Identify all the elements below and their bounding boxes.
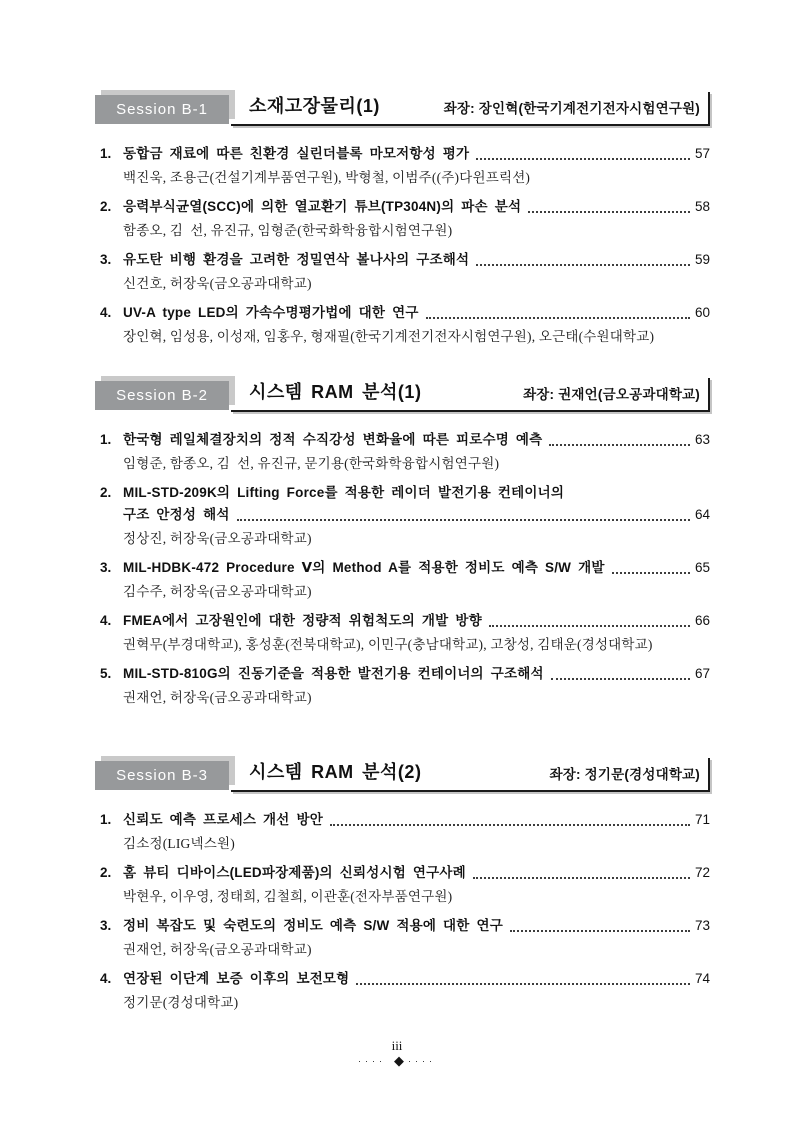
toc-item	[100, 968, 710, 1013]
session-header	[95, 758, 710, 792]
item-authors: 정기문(경성대학교)	[123, 995, 239, 1010]
session-title: 시스템 RAM 분석(2)	[249, 762, 422, 782]
session-items	[95, 429, 710, 708]
item-title: 홈 뷰티 디바이스(LED파장제품)의 신뢰성시험 연구사례	[123, 865, 466, 880]
item-title: 정비 복잡도 및 숙련도의 정비도 예측 S/W 적용에 대한 연구	[123, 918, 503, 933]
item-authors: 김수주, 허장욱(금오공과대학교)	[123, 584, 312, 599]
page-number: iii	[391, 1038, 403, 1053]
session-items	[95, 809, 710, 1013]
item-number: 3.	[100, 252, 112, 267]
toc-item	[100, 915, 710, 960]
item-page-number: 60	[694, 305, 710, 320]
item-page-number: 63	[694, 432, 710, 447]
item-title: 동합금 재료에 따른 친환경 실린더블록 마모저항성 평가	[123, 146, 470, 161]
item-page-number: 64	[694, 507, 710, 522]
item-title-line	[100, 862, 710, 884]
session-badge: Session B-3	[95, 761, 229, 790]
item-authors: 박현우, 이우영, 정태희, 김철희, 이관훈(전자부품연구원)	[123, 889, 453, 904]
item-number: 4.	[100, 971, 112, 986]
session-b1	[95, 92, 710, 347]
ornament-dots-right: ····	[408, 1056, 436, 1066]
item-title-line	[100, 610, 710, 632]
session-title: 소재고장물리(1)	[249, 96, 380, 116]
item-page-number: 66	[694, 613, 710, 628]
item-title-line	[100, 915, 710, 937]
item-title-line	[100, 302, 710, 324]
item-authors: 백진욱, 조용근(건설기계부품연구원), 박형철, 이범주((주)다윈프릭션)	[123, 170, 531, 185]
session-header-box	[231, 92, 710, 126]
footer-ornament	[0, 1055, 794, 1067]
item-page-number: 67	[694, 666, 710, 681]
item-title-line	[100, 504, 710, 526]
item-page-number: 59	[694, 252, 710, 267]
toc-item	[100, 302, 710, 347]
toc-item	[100, 862, 710, 907]
item-authors: 권재언, 허장욱(금오공과대학교)	[123, 690, 312, 705]
dotted-leader-icon	[356, 983, 690, 985]
session-chair: 좌장: 장인혁(한국기계전기전자시험연구원)	[443, 101, 700, 116]
item-authors: 임형준, 함종오, 김 선, 유진규, 문기용(한국화학융합시험연구원)	[123, 456, 500, 471]
item-title-line	[100, 196, 710, 218]
dotted-leader-icon	[330, 824, 690, 826]
session-b2	[95, 378, 710, 708]
session-chair: 좌장: 정기문(경성대학교)	[549, 767, 700, 782]
item-title-line	[100, 968, 710, 990]
item-authors: 권재언, 허장욱(금오공과대학교)	[123, 942, 312, 957]
item-title-line	[100, 482, 710, 504]
toc-item	[100, 196, 710, 241]
item-title: MIL-STD-209K의 Lifting Force를 적용한 레이더 발전기용 컨테이너의	[123, 485, 565, 500]
item-authors: 정상진, 허장욱(금오공과대학교)	[123, 531, 312, 546]
session-header-box	[231, 758, 710, 792]
item-number: 2.	[100, 199, 112, 214]
item-title: 한국형 레일체결장치의 정적 수직강성 변화율에 따른 피로수명 예측	[123, 432, 543, 447]
toc-item	[100, 809, 710, 854]
dotted-leader-icon	[237, 519, 690, 521]
dotted-leader-icon	[528, 211, 690, 213]
item-title-line	[100, 429, 710, 451]
item-number: 5.	[100, 666, 112, 681]
session-badge: Session B-1	[95, 95, 229, 124]
ornament-dots-left: ····	[358, 1056, 386, 1066]
dotted-leader-icon	[549, 444, 690, 446]
item-page-number: 57	[694, 146, 710, 161]
item-title-line	[100, 143, 710, 165]
item-number: 1.	[100, 432, 112, 447]
item-number: 3.	[100, 560, 112, 575]
item-title: 신뢰도 예측 프로세스 개선 방안	[123, 812, 323, 827]
session-items	[95, 143, 710, 347]
toc-item	[100, 482, 710, 549]
item-authors: 권혁무(부경대학교), 홍성훈(전북대학교), 이민구(충남대학교), 고창성, 김태운(경성대학교)	[123, 637, 653, 652]
item-title: 구조 안정성 해석	[123, 507, 230, 522]
dotted-leader-icon	[473, 877, 690, 879]
toc-item	[100, 557, 710, 602]
item-number: 1.	[100, 146, 112, 161]
session-header	[95, 378, 710, 412]
toc-item	[100, 610, 710, 655]
session-header-box	[231, 378, 710, 412]
toc-item	[100, 143, 710, 188]
item-title: UV-A type LED의 가속수명평가법에 대한 연구	[123, 305, 419, 320]
item-title-line	[100, 663, 710, 685]
item-title: MIL-STD-810G의 진동기준을 적용한 발전기용 컨테이너의 구조해석	[123, 666, 544, 681]
item-page-number: 58	[694, 199, 710, 214]
toc-item	[100, 429, 710, 474]
item-title-line	[100, 249, 710, 271]
item-title: MIL-HDBK-472 Procedure Ⅴ의 Method A를 적용한 정비도 예측 S/W 개발	[123, 560, 605, 575]
session-header	[95, 92, 710, 126]
item-title-line	[100, 557, 710, 579]
item-number: 3.	[100, 918, 112, 933]
item-number: 4.	[100, 305, 112, 320]
item-page-number: 73	[694, 918, 710, 933]
dotted-leader-icon	[426, 317, 690, 319]
item-number: 4.	[100, 613, 112, 628]
item-page-number: 72	[694, 865, 710, 880]
dotted-leader-icon	[489, 625, 690, 627]
toc-item	[100, 663, 710, 708]
session-title: 시스템 RAM 분석(1)	[249, 382, 422, 402]
diamond-icon: ◆	[394, 1053, 404, 1068]
item-title: 응력부식균열(SCC)에 의한 열교환기 튜브(TP304N)의 파손 분석	[123, 199, 522, 214]
dotted-leader-icon	[476, 158, 690, 160]
item-page-number: 74	[694, 971, 710, 986]
item-title: 연장된 이단계 보증 이후의 보전모형	[123, 971, 350, 986]
dotted-leader-icon	[551, 678, 690, 680]
item-number: 1.	[100, 812, 112, 827]
page-footer	[0, 1038, 794, 1067]
session-badge: Session B-2	[95, 381, 229, 410]
item-number: 2.	[100, 485, 112, 500]
item-page-number: 65	[694, 560, 710, 575]
session-b3	[95, 758, 710, 1013]
dotted-leader-icon	[510, 930, 690, 932]
item-number: 2.	[100, 865, 112, 880]
item-title: FMEA에서 고장원인에 대한 정량적 위험척도의 개발 방향	[123, 613, 482, 628]
session-chair: 좌장: 권재언(금오공과대학교)	[523, 387, 700, 402]
dotted-leader-icon	[476, 264, 690, 266]
dotted-leader-icon	[612, 572, 690, 574]
item-authors: 장인혁, 임성용, 이성재, 임홍우, 형재필(한국기계전기전자시험연구원), 오근태(수원대학교)	[123, 329, 655, 344]
item-authors: 신건호, 허장욱(금오공과대학교)	[123, 276, 312, 291]
toc-item	[100, 249, 710, 294]
item-title: 유도탄 비행 환경을 고려한 정밀연삭 볼나사의 구조해석	[123, 252, 470, 267]
item-authors: 함종오, 김 선, 유진규, 임형준(한국화학융합시험연구원)	[123, 223, 453, 238]
item-title-line	[100, 809, 710, 831]
item-authors: 김소정(LIG넥스원)	[123, 836, 235, 851]
item-page-number: 71	[694, 812, 710, 827]
